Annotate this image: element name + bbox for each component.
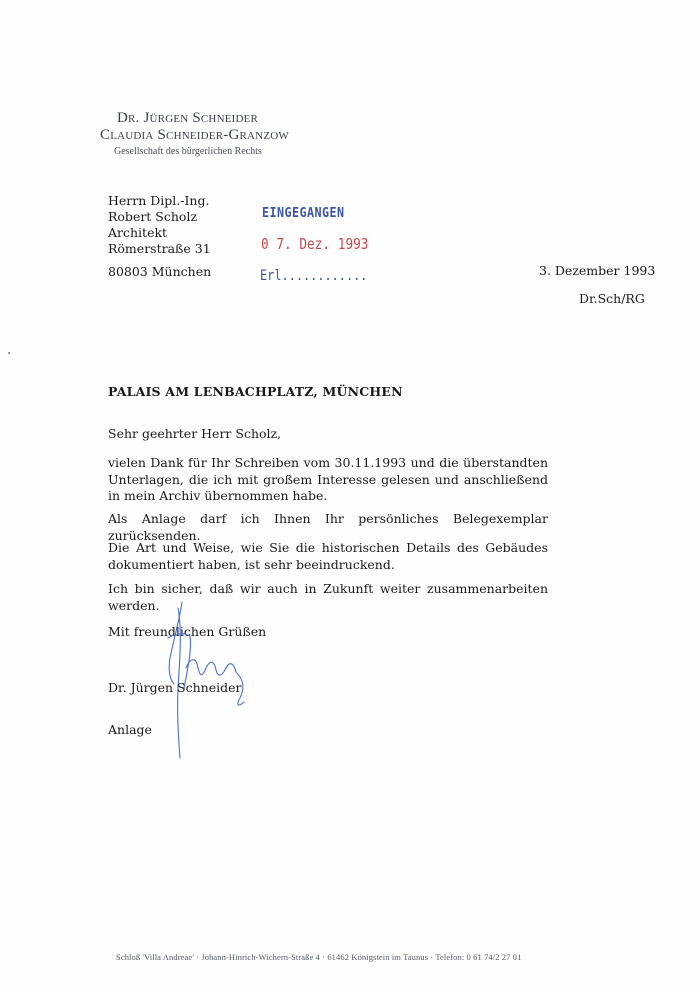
letterhead-name-1: Dr. Jürgen Schneider [117, 110, 259, 126]
scan-speck [8, 352, 10, 354]
stamp-date: 0 7. Dez. 1993 [261, 235, 369, 253]
letter-reference: Dr.Sch/RG [579, 291, 645, 306]
letter-paragraph-3: Die Art und Weise, wie Sie die historischen Details des Gebäudes dokumentiert haben, ist sehr beeindruckend. [108, 540, 548, 572]
recipient-city: 80803 München [108, 264, 212, 279]
stamp-received-label: EINGEGANGEN [262, 206, 345, 221]
recipient-name: Robert Scholz [108, 209, 198, 224]
letterhead-company-type: Gesellschaft des bürgerlichen Rechts [114, 146, 262, 157]
letter-closing: Mit freundlichen Grüßen [108, 624, 267, 639]
enclosure-note: Anlage [108, 722, 152, 737]
letter-greeting: Sehr geehrter Herr Scholz, [108, 426, 282, 441]
recipient-salutation-line: Herrn Dipl.-Ing. [108, 193, 210, 208]
letter-subject: PALAIS AM LENBACHPLATZ, MÜNCHEN [108, 384, 403, 399]
letter-paragraph-1: vielen Dank für Ihr Schreiben vom 30.11.1993 und die überstandten Unterlagen, die ich mit großem Interesse gelesen und anschließend in mein Archiv übernommen habe. [108, 455, 548, 503]
letter-footer: Schloß 'Villa Andreae' · Johann-Hinrich-Wichern-Straße 4 · 61462 Königstein im Taunus · Telefon: 0 61 74/2 27 01 [116, 952, 522, 962]
letter-paragraph-2: Als Anlage darf ich Ihnen Ihr persönliches Belegexemplar zurücksenden. [108, 511, 548, 543]
stamp-erl: Erl............ [260, 268, 368, 284]
recipient-title: Architekt [108, 225, 168, 240]
letterhead-name-2: Claudia Schneider-Granzow [100, 127, 289, 143]
recipient-street: Römerstraße 31 [108, 241, 211, 256]
signer-name: Dr. Jürgen Schneider [108, 680, 242, 695]
letter-date: 3. Dezember 1993 [539, 263, 656, 278]
letter-paragraph-4: Ich bin sicher, daß wir auch in Zukunft weiter zusammenarbeiten werden. [108, 581, 548, 613]
